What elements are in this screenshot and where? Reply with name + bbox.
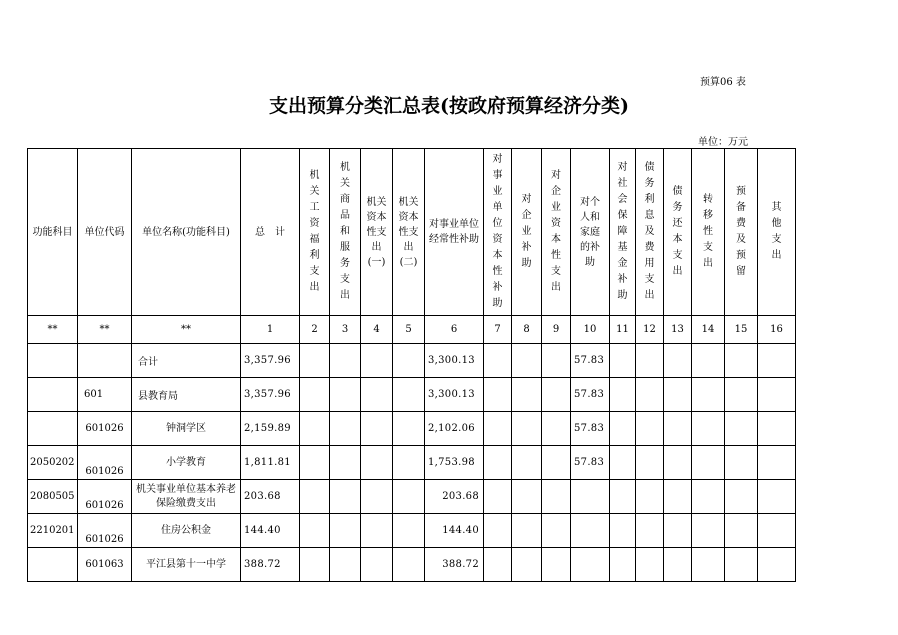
index-cell: 9 — [542, 316, 571, 344]
value-cell — [542, 412, 571, 446]
table-row — [28, 344, 796, 378]
value-cell — [610, 344, 636, 378]
value-cell — [330, 548, 361, 582]
header-col-5: 机关资本性支出(二) — [393, 149, 425, 316]
value-cell — [512, 446, 542, 480]
header-col-15: 预备费及预留 — [725, 149, 758, 316]
value-cell — [330, 480, 361, 514]
unit-code-cell: 601063 — [78, 548, 132, 582]
value-cell: 203.68 — [425, 480, 484, 514]
value-cell — [692, 480, 725, 514]
index-cell: 5 — [393, 316, 425, 344]
unit-name-cell: 平江县第十一中学 — [132, 548, 241, 582]
value-cell — [692, 344, 725, 378]
index-cell: ** — [78, 316, 132, 344]
value-cell — [664, 344, 692, 378]
header-col-13: 债务还本支出 — [664, 149, 692, 316]
index-cell: 4 — [361, 316, 393, 344]
value-cell — [571, 514, 610, 548]
value-cell — [636, 548, 664, 582]
value-cell: 57.83 — [571, 446, 610, 480]
value-cell — [393, 446, 425, 480]
func-code-cell: 2210201 — [28, 514, 78, 548]
value-cell — [484, 480, 512, 514]
value-cell — [664, 514, 692, 548]
func-code-cell: 2080505 — [28, 480, 78, 514]
total-cell: 203.68 — [241, 480, 300, 514]
header-col-2: 机关工资福利支出 — [300, 149, 330, 316]
index-cell: 2 — [300, 316, 330, 344]
header-col-16: 其他支出 — [758, 149, 796, 316]
unit-code-cell: 601026 — [78, 514, 132, 548]
table-row — [28, 412, 796, 446]
total-cell: 2,159.89 — [241, 412, 300, 446]
value-cell — [725, 378, 758, 412]
index-cell: ** — [132, 316, 241, 344]
func-code-cell: 2050202 — [28, 446, 78, 480]
table-row — [28, 548, 796, 582]
value-cell — [610, 412, 636, 446]
unit-code-cell: 601026 — [78, 446, 132, 480]
value-cell — [512, 548, 542, 582]
value-cell — [610, 480, 636, 514]
index-cell: 13 — [664, 316, 692, 344]
value-cell — [484, 548, 512, 582]
value-cell — [361, 548, 393, 582]
value-cell — [725, 412, 758, 446]
value-cell — [610, 548, 636, 582]
value-cell — [636, 480, 664, 514]
table-row — [28, 446, 796, 480]
value-cell — [300, 378, 330, 412]
unit-name-cell: 机关事业单位基本养老保险缴费支出 — [132, 480, 241, 514]
header-unit-code: 单位代码 — [78, 149, 132, 316]
value-cell — [484, 446, 512, 480]
unit-name-cell: 县教育局 — [132, 378, 241, 412]
unit-code-cell: 601026 — [78, 480, 132, 514]
index-cell: 14 — [692, 316, 725, 344]
index-cell: 7 — [484, 316, 512, 344]
value-cell — [758, 480, 796, 514]
value-cell — [664, 378, 692, 412]
value-cell — [664, 412, 692, 446]
index-cell: 6 — [425, 316, 484, 344]
unit-code-cell — [78, 344, 132, 378]
value-cell — [725, 548, 758, 582]
value-cell — [542, 514, 571, 548]
value-cell — [542, 344, 571, 378]
value-cell — [725, 446, 758, 480]
value-cell — [692, 548, 725, 582]
value-cell: 57.83 — [571, 378, 610, 412]
header-col-4: 机关资本性支出(一) — [361, 149, 393, 316]
unit-label: 单位：万元 — [698, 137, 748, 148]
value-cell — [664, 446, 692, 480]
value-cell: 144.40 — [425, 514, 484, 548]
value-cell — [330, 378, 361, 412]
header-func-code: 功能科目 — [28, 149, 78, 316]
header-col-14: 转移性支出 — [692, 149, 725, 316]
value-cell — [300, 514, 330, 548]
value-cell — [571, 480, 610, 514]
unit-name-cell: 小学教育 — [132, 446, 241, 480]
value-cell — [330, 446, 361, 480]
value-cell — [636, 514, 664, 548]
value-cell — [361, 446, 393, 480]
value-cell — [512, 514, 542, 548]
value-cell — [692, 514, 725, 548]
table-row — [28, 514, 796, 548]
header-col-7: 对事业单位资本性补助 — [484, 149, 512, 316]
value-cell — [361, 480, 393, 514]
header-col-6: 对事业单位经常性补助 — [425, 149, 484, 316]
value-cell — [636, 344, 664, 378]
value-cell — [484, 412, 512, 446]
index-cell: 12 — [636, 316, 664, 344]
value-cell — [664, 480, 692, 514]
value-cell — [758, 446, 796, 480]
unit-name-cell: 住房公积金 — [132, 514, 241, 548]
page-title: 支出预算分类汇总表(按政府预算经济分类) — [269, 95, 629, 117]
value-cell — [361, 412, 393, 446]
table-row — [28, 480, 796, 514]
value-cell — [725, 344, 758, 378]
header-col-3: 机关商品和服务支出 — [330, 149, 361, 316]
value-cell: 3,300.13 — [425, 344, 484, 378]
header-unit-name: 单位名称(功能科目) — [132, 149, 241, 316]
value-cell — [361, 378, 393, 412]
budget-table — [27, 148, 796, 582]
form-number: 预算06 表 — [700, 77, 746, 88]
value-cell — [692, 378, 725, 412]
value-cell — [512, 412, 542, 446]
value-cell — [610, 514, 636, 548]
value-cell — [542, 548, 571, 582]
column-index-row — [28, 316, 796, 344]
total-cell: 1,811.81 — [241, 446, 300, 480]
table-row — [28, 378, 796, 412]
value-cell — [361, 514, 393, 548]
value-cell — [636, 412, 664, 446]
value-cell — [330, 344, 361, 378]
header-col-9: 对企业资本性支出 — [542, 149, 571, 316]
value-cell — [664, 548, 692, 582]
value-cell — [542, 446, 571, 480]
value-cell — [330, 412, 361, 446]
value-cell: 57.83 — [571, 412, 610, 446]
value-cell — [512, 378, 542, 412]
unit-code-cell: 601 — [78, 378, 132, 412]
value-cell — [725, 514, 758, 548]
value-cell — [484, 378, 512, 412]
header-col-8: 对企业补助 — [512, 149, 542, 316]
value-cell — [758, 548, 796, 582]
index-cell: 1 — [241, 316, 300, 344]
value-cell — [393, 344, 425, 378]
value-cell — [542, 378, 571, 412]
value-cell — [610, 378, 636, 412]
total-cell: 144.40 — [241, 514, 300, 548]
func-code-cell — [28, 344, 78, 378]
value-cell — [300, 412, 330, 446]
total-cell: 3,357.96 — [241, 378, 300, 412]
unit-name-cell: 合计 — [132, 344, 241, 378]
index-cell: 10 — [571, 316, 610, 344]
value-cell: 2,102.06 — [425, 412, 484, 446]
header-total: 总 计 — [241, 149, 300, 316]
value-cell: 3,300.13 — [425, 378, 484, 412]
value-cell — [636, 446, 664, 480]
value-cell — [300, 446, 330, 480]
total-cell: 3,357.96 — [241, 344, 300, 378]
value-cell — [758, 514, 796, 548]
value-cell — [393, 548, 425, 582]
index-cell: 3 — [330, 316, 361, 344]
index-cell: 8 — [512, 316, 542, 344]
value-cell — [393, 480, 425, 514]
value-cell — [692, 412, 725, 446]
value-cell — [300, 480, 330, 514]
value-cell: 1,753.98 — [425, 446, 484, 480]
value-cell — [636, 378, 664, 412]
func-code-cell — [28, 378, 78, 412]
value-cell — [571, 548, 610, 582]
value-cell — [300, 344, 330, 378]
header-col-11: 对社会保障基金补助 — [610, 149, 636, 316]
func-code-cell — [28, 412, 78, 446]
value-cell — [758, 344, 796, 378]
value-cell — [393, 412, 425, 446]
unit-code-cell: 601026 — [78, 412, 132, 446]
header-col-10: 对个人和家庭的补助 — [571, 149, 610, 316]
value-cell — [393, 514, 425, 548]
value-cell — [758, 412, 796, 446]
value-cell — [361, 344, 393, 378]
value-cell — [512, 344, 542, 378]
value-cell — [542, 480, 571, 514]
value-cell — [725, 480, 758, 514]
header-row — [28, 149, 796, 316]
total-cell: 388.72 — [241, 548, 300, 582]
value-cell: 57.83 — [571, 344, 610, 378]
header-col-12: 债务利息及费用支出 — [636, 149, 664, 316]
func-code-cell — [28, 548, 78, 582]
index-cell: 16 — [758, 316, 796, 344]
value-cell — [300, 548, 330, 582]
value-cell — [758, 378, 796, 412]
value-cell — [484, 514, 512, 548]
value-cell — [484, 344, 512, 378]
value-cell — [610, 446, 636, 480]
value-cell — [393, 378, 425, 412]
value-cell — [330, 514, 361, 548]
index-cell: 11 — [610, 316, 636, 344]
value-cell — [512, 480, 542, 514]
unit-name-cell: 钟洞学区 — [132, 412, 241, 446]
value-cell — [692, 446, 725, 480]
index-cell: ** — [28, 316, 78, 344]
index-cell: 15 — [725, 316, 758, 344]
value-cell: 388.72 — [425, 548, 484, 582]
